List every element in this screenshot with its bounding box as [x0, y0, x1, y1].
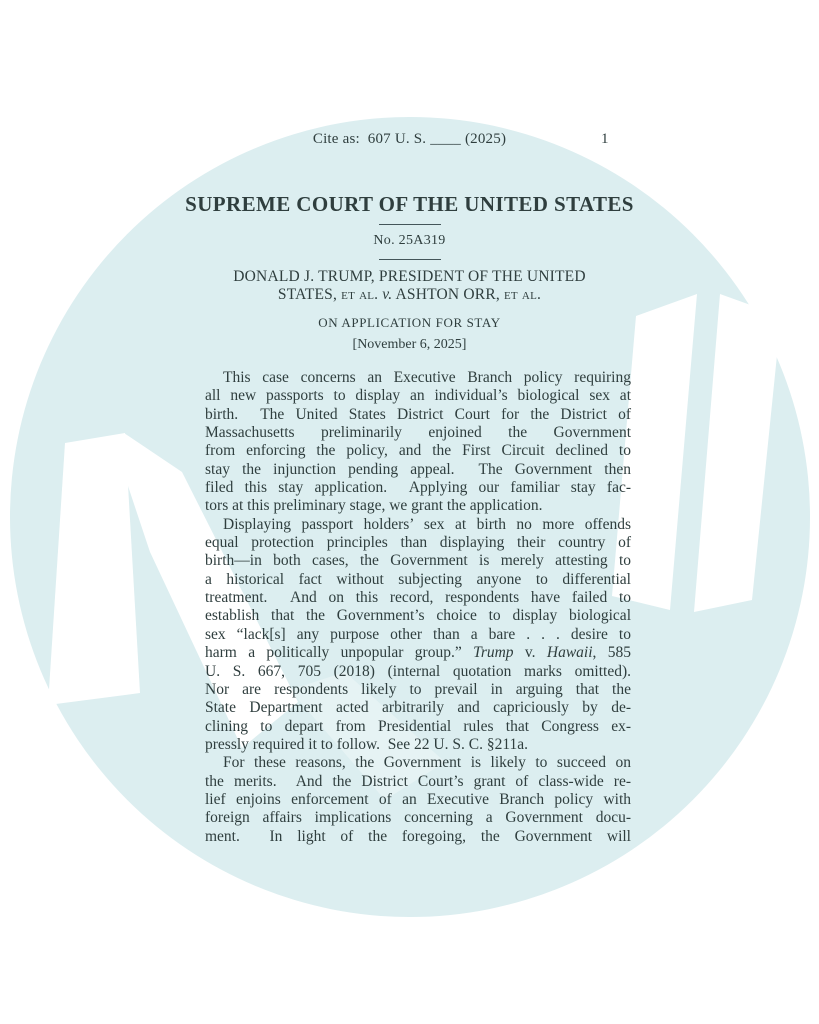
body-line	[205, 387, 631, 405]
text-segment: DONALD J. TRUMP, PRESIDENT OF THE UNITED	[233, 268, 586, 285]
text-segment: et al.	[341, 286, 379, 303]
body-line	[205, 497, 631, 515]
text-segment: ASHTON ORR,	[392, 286, 505, 303]
text-segment: , 585	[592, 644, 631, 662]
opinion-body	[205, 369, 631, 846]
divider-under-docket	[379, 259, 441, 260]
body-line	[205, 626, 631, 644]
page-number: 1	[601, 131, 609, 147]
divider-under-title	[379, 224, 441, 225]
body-line	[205, 406, 631, 424]
text-segment: This case concerns an Executive Branch policy requiring	[223, 369, 631, 386]
body-line	[205, 461, 631, 479]
body-paragraph	[205, 516, 631, 754]
text-segment: clining to depart from Presidential rules that Congress ex-	[205, 717, 631, 735]
body-line	[205, 479, 631, 497]
body-line	[205, 736, 631, 754]
text-segment: Displaying passport holders’ sex at birth no more offends	[223, 515, 631, 533]
text-segment: filed this stay application. Applying our familiar stay fac-	[205, 479, 631, 497]
text-segment: lief enjoins enforcement of an Executive Branch policy with	[205, 790, 631, 808]
caption-line-1	[0, 268, 819, 286]
text-segment: birth—in both cases, the Government is merely attesting to	[205, 552, 631, 570]
text-segment: Nor are respondents likely to prevail in arguing that the	[205, 680, 631, 698]
docket-number: No. 25A319	[373, 233, 446, 248]
text-segment: STATES,	[277, 286, 342, 303]
body-line	[205, 791, 631, 809]
body-paragraph	[205, 369, 631, 516]
body-line	[205, 369, 631, 387]
text-segment: Hawaii	[546, 644, 593, 662]
text-segment: Trump	[473, 644, 514, 662]
text-segment: a historical fact without subjecting anyone to differential	[205, 570, 631, 588]
text-segment: et al.	[504, 286, 542, 303]
body-line	[205, 644, 631, 662]
body-line	[205, 534, 631, 552]
application-type: ON APPLICATION FOR STAY	[318, 315, 501, 330]
body-line	[205, 516, 631, 534]
body-line	[205, 424, 631, 442]
body-line	[205, 681, 631, 699]
text-segment: equal protection principles than displaying their country of	[205, 534, 631, 552]
body-line	[205, 607, 631, 625]
text-segment: Massachusetts preliminarily enjoined the Government	[205, 424, 631, 442]
court-title: SUPREME COURT OF THE UNITED STATES	[185, 192, 634, 216]
body-line	[205, 571, 631, 589]
body-line	[205, 589, 631, 607]
text-segment: from enforcing the policy, and the First Circuit declined to	[205, 442, 631, 460]
text-segment: v.	[382, 286, 393, 303]
body-paragraph	[205, 754, 631, 846]
body-line	[205, 809, 631, 827]
cite-header: Cite as: 607 U. S. ____ (2025)	[312, 131, 507, 147]
text-segment: State Department acted arbitrarily and capriciously by de-	[205, 699, 631, 717]
text-segment: all new passports to display an individual’s biological sex at	[205, 387, 631, 405]
body-line	[205, 828, 631, 846]
caption-line-2	[0, 286, 819, 304]
decision-date: [November 6, 2025]	[352, 337, 467, 352]
text-segment: birth. The United States District Court for the District of	[205, 405, 631, 423]
text-segment: the merits. And the District Court’s grant of class-wide re-	[205, 772, 631, 790]
text-segment: For these reasons, the Government is likely to succeed on	[223, 754, 631, 772]
text-segment: treatment. And on this record, respondents have failed to	[205, 589, 631, 607]
body-line	[205, 718, 631, 736]
body-line	[205, 754, 631, 772]
text-segment: harm a politically unpopular group.”	[205, 644, 474, 662]
text-segment: v.	[513, 644, 547, 662]
text-segment: foreign affairs implications concerning a Government docu-	[205, 809, 631, 827]
text-segment: tors at this preliminary stage, we grant the application.	[205, 497, 543, 515]
text-segment: stay the injunction pending appeal. The Government then	[205, 460, 631, 478]
text-segment: pressly required it to follow. See 22 U. S. C. §211a.	[205, 735, 529, 753]
case-caption	[0, 268, 819, 304]
text-segment: establish that the Government’s choice to display biological	[205, 607, 631, 625]
text-segment: sex “lack[s] any purpose other than a bare . . . desire to	[205, 625, 631, 643]
body-line	[205, 552, 631, 570]
body-line	[205, 773, 631, 791]
body-line	[205, 442, 631, 460]
text-segment: ment. In light of the foregoing, the Government will	[205, 827, 631, 845]
text-segment: U. S. 667, 705 (2018) (internal quotation marks omitted).	[205, 662, 631, 680]
body-line	[205, 699, 631, 717]
body-line	[205, 663, 631, 681]
